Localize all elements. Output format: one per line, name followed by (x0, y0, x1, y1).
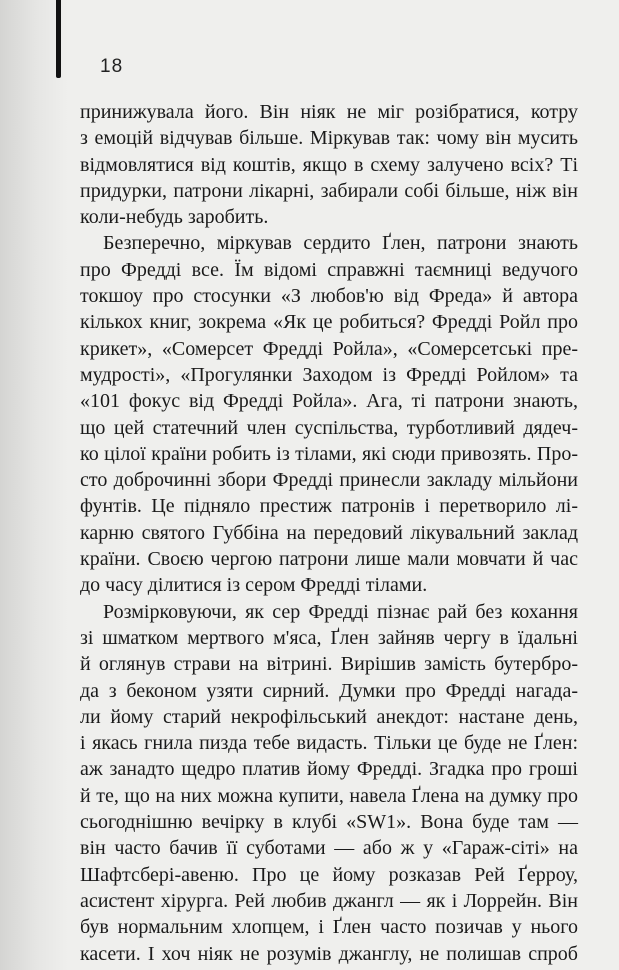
body-text (80, 99, 578, 967)
text-line: принижувала його. Він ніяк не міг розібратися, котру (80, 101, 578, 123)
text-line: і якась гнила пизда тебе видасть. Тільки це буде не Ґлен: (80, 732, 578, 755)
paragraph-first-line: Безперечно, міркував сердито Ґлен, патрони знають (103, 232, 578, 255)
text-line: був нормальним хлопцем, і Ґлен часто позичав у нього (80, 916, 578, 939)
text-line: фунтів. Це підняло престиж патронів і перетворило лі- (80, 495, 578, 518)
text-line: аж занадто щедро платив йому Фредді. Згадка про гроші (80, 758, 578, 781)
text-line: й оглянув страви на вітрині. Вирішив замість бутербро- (80, 653, 578, 676)
paragraph-first-line: Розмірковуючи, як сер Фредді пізнає рай без кохання (103, 600, 578, 623)
text-line: токшоу про стосунки «З любов'ю від Фреда» й автора (80, 285, 578, 308)
text-line: сто доброчинні збори Фредді принесли закладу мільйони (80, 469, 578, 492)
page-binding-shadow (0, 0, 68, 970)
text-line: Шафтсбері-авеню. Про це йому розказав Рей Ґерроу, (80, 863, 578, 886)
text-line: зі шматком мертвого м'яса, Ґлен зайняв чергу в їдальні (80, 626, 578, 649)
text-line: й те, що на них можна купити, навела Ґлена на думку про (80, 784, 578, 807)
text-line: країни. Своєю чергою патрони лише мали мовчати й час (80, 548, 578, 571)
text-line: коли-небудь заробить. (80, 206, 269, 229)
page-number: 18 (100, 56, 124, 77)
text-line: карню святого Губбіна на передовий лікувальний заклад (80, 521, 578, 544)
text-line: асистент хірурга. Рей любив джангл — як і Лоррейн. Він (80, 889, 578, 912)
text-line: да з беконом узяти сирний. Думки про Фредді нагада- (80, 679, 578, 702)
text-line: що цей статечний член суспільства, турботливий дядеч- (80, 416, 578, 439)
text-line: він часто бачив її суботами — або ж у «Гараж-сіті» на (80, 837, 578, 860)
text-line: відмовлятися від коштів, якщо в схему залучено всіх? Ті (80, 153, 578, 176)
text-line: касети. І хоч ніяк не розумів джанглу, не полишав спроб (80, 942, 578, 965)
text-line: до часу ділитися із сером Фредді тілами. (80, 574, 428, 597)
text-line: з емоцій відчував більше. Міркував так: чому він мусить (80, 127, 578, 150)
spine-edge-line (56, 0, 61, 78)
text-line: крикет», «Сомерсет Фредді Ройла», «Сомерсетські пре- (80, 337, 578, 360)
text-line: ко цілої країни робить із тілами, які сюди привозять. Про- (80, 442, 578, 465)
text-line: «101 фокус від Фредді Ройла». Ага, ті патрони знають, (80, 390, 578, 413)
text-line: придурки, патрони лікарні, забирали собі більше, ніж він (80, 179, 578, 202)
text-line: мудрості», «Прогулянки Заходом із Фредді Ройлом» та (80, 363, 578, 386)
text-line: ли йому старий некрофільський анекдот: настане день, (80, 705, 578, 728)
text-line: сьогоднішню вечірку в клубі «SW1». Вона буде там — (80, 811, 578, 834)
text-line: кількох книг, зокрема «Як це робиться? Фредді Ройл про (80, 311, 578, 334)
text-line: про Фредді все. Їм відомі справжні таємниці ведучого (80, 258, 578, 281)
